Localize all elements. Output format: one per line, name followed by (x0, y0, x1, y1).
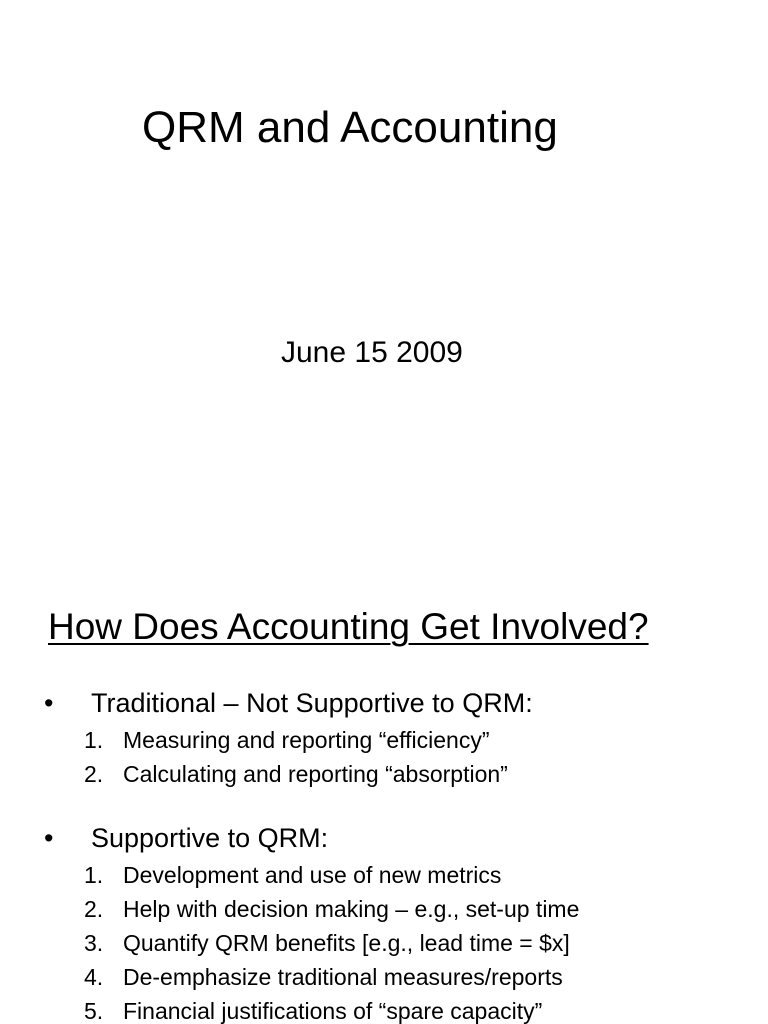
bullet-label: Traditional – Not Supportive to QRM: (91, 688, 533, 718)
list-number: 3. (84, 930, 104, 956)
list-number: 1. (84, 862, 104, 888)
bullet-icon: • (44, 688, 54, 718)
list-number: 1. (84, 727, 104, 753)
list-text: Development and use of new metrics (123, 862, 502, 888)
list-number: 5. (84, 998, 104, 1024)
list-text: Calculating and reporting “absorption” (123, 761, 508, 787)
slide-date: June 15 2009 (281, 336, 463, 369)
bullet-icon: • (44, 823, 54, 853)
slide-heading: How Does Accounting Get Involved? (48, 606, 649, 647)
list-text: Quantify QRM benefits [e.g., lead time = $x] (123, 930, 570, 956)
list-text: De-emphasize traditional measures/reports (123, 964, 563, 990)
list-text: Measuring and reporting “efficiency” (123, 727, 490, 753)
bullet-label: Supportive to QRM: (91, 823, 329, 853)
list-text: Help with decision making – e.g., set-up time (123, 896, 580, 922)
list-number: 4. (84, 964, 104, 990)
slide-title: QRM and Accounting (142, 103, 558, 152)
list-text: Financial justifications of “spare capacity” (123, 998, 543, 1024)
list-number: 2. (84, 896, 104, 922)
list-number: 2. (84, 761, 104, 787)
